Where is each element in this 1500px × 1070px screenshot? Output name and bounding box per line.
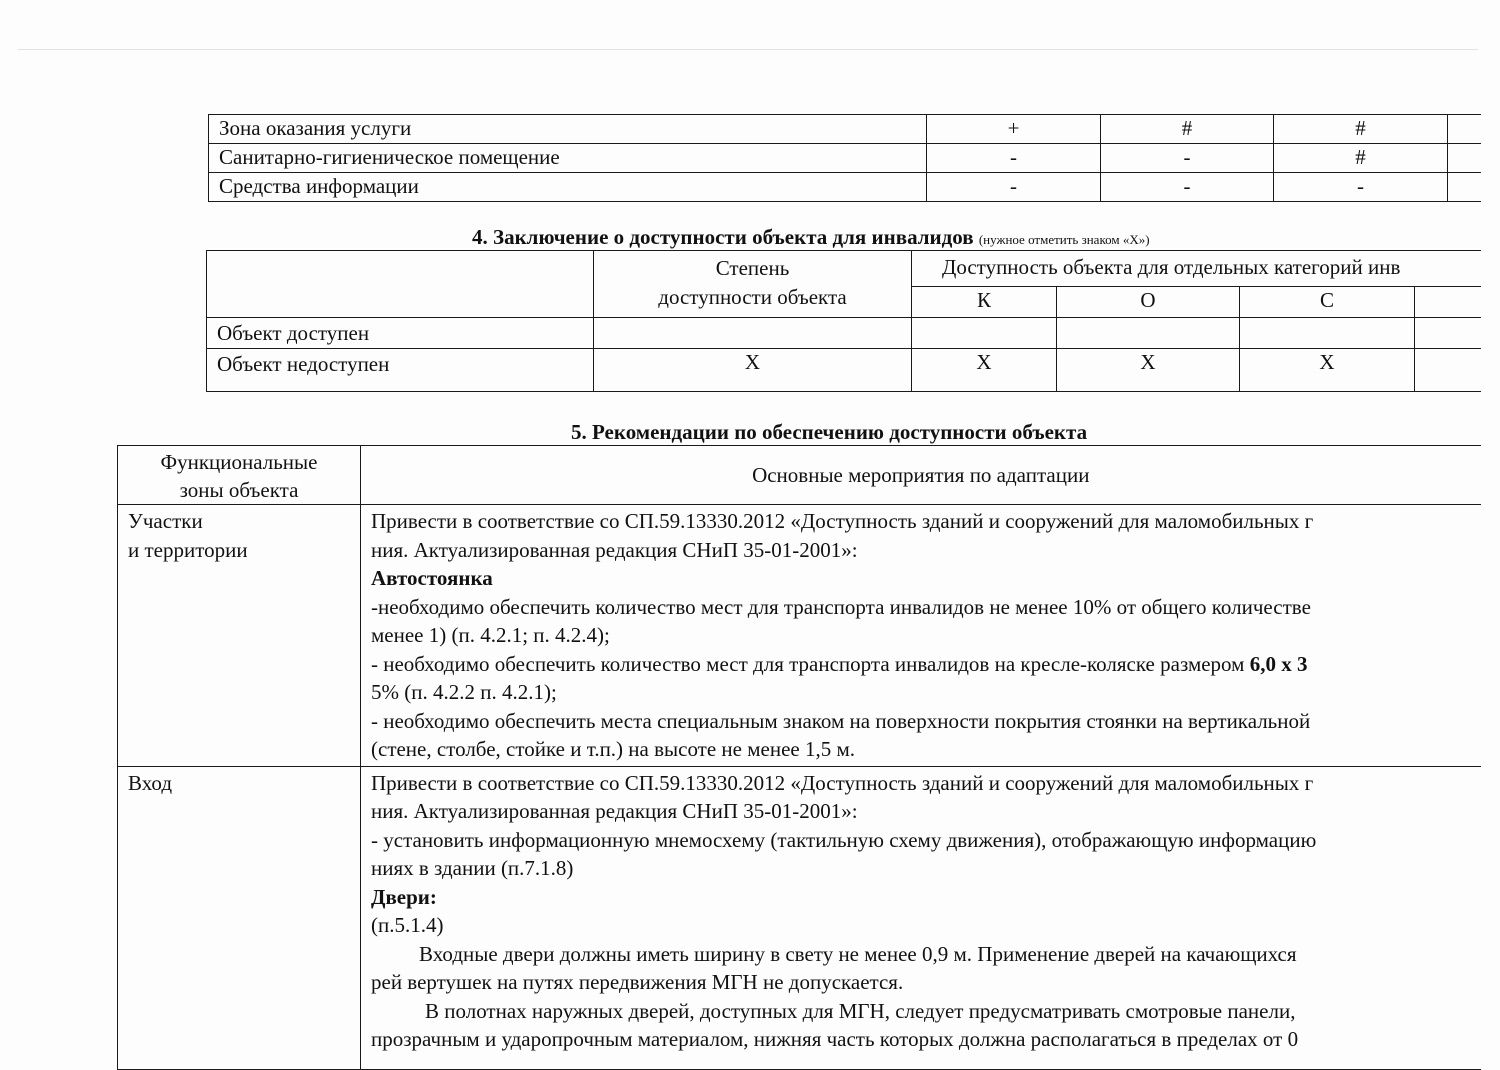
mark-s: Х: [1240, 349, 1415, 392]
zone-header-line1: Функциональные: [160, 450, 318, 474]
category-s: С: [1240, 287, 1415, 318]
zone-value-cut: [1448, 115, 1481, 144]
section5-title: 5. Рекомендации по обеспечению доступности объекта: [571, 420, 1088, 444]
cell: [594, 318, 912, 349]
zone-value: #: [1274, 115, 1448, 144]
text-line: ния. Актуализированная редакция СНиП 35-01-2001»:: [371, 537, 858, 562]
zone-label: Зона оказания услуги: [209, 115, 927, 144]
zone-value: -: [1101, 173, 1274, 202]
table-row: [118, 505, 1481, 767]
subheading: Двери:: [371, 884, 437, 909]
degree-header: [594, 251, 912, 318]
zone-label: Средства информации: [209, 173, 927, 202]
degree-header-line2: доступности объекта: [658, 285, 847, 309]
text-line: рей вертушек на путях передвижения МГН не допускается.: [371, 970, 904, 994]
table-row: [207, 318, 1481, 349]
text-line: менее 1) (п. 4.2.1; п. 4.2.4);: [371, 623, 610, 647]
zone-column-header: [118, 446, 361, 505]
degree-header-line1: Степень: [715, 256, 790, 280]
zones-table: [208, 114, 1481, 202]
table-row: [118, 446, 1481, 505]
zone-value: #: [1274, 144, 1448, 173]
text-fragment: - необходимо обеспечить количество мест для транспорта инвалидов на кресле-коляске размером: [371, 651, 1250, 676]
zone2-label: Вход: [128, 770, 173, 795]
category-k: К: [912, 287, 1057, 318]
category-cut: [1415, 287, 1481, 318]
table-row: [118, 766, 1481, 1069]
zone-measures: [361, 766, 1481, 1069]
zone-value: +: [927, 115, 1101, 144]
text-line: - установить информационную мнемосхему (тактильную схему движения), отображающую информацию: [371, 827, 1317, 852]
zone-label: Санитарно-гигиеническое помещение: [209, 144, 927, 173]
text-line: (п.5.1.4): [371, 913, 444, 937]
text-line: прозрачным и ударопрочным материалом, нижняя часть которых должна располагаться в пределах от 0: [371, 1027, 1299, 1051]
table-row: [209, 144, 1481, 173]
zone-value: -: [1274, 173, 1448, 202]
zone1-line1: Участки: [128, 509, 203, 533]
table-row: [209, 115, 1481, 144]
row-accessible-label: Объект доступен: [207, 318, 594, 349]
table-row: [207, 251, 1481, 287]
zone1-line2: и территории: [128, 537, 248, 562]
cell: [1415, 349, 1481, 392]
text-line: - необходимо обеспечить места специальным знаком на поверхности покрытия стоянки на вертикальной: [371, 708, 1311, 733]
text-line: В полотнах наружных дверей, доступных для МГН, следует предусматривать смотровые панели,: [425, 998, 1296, 1023]
top-rule: [18, 49, 1478, 50]
row-inaccessible-label: Объект недоступен: [207, 349, 594, 392]
zone-value: -: [927, 173, 1101, 202]
zone-name: [118, 505, 361, 767]
zone-value-cut: [1448, 173, 1481, 202]
text-line: 5% (п. 4.2.2 п. 4.2.1);: [371, 680, 557, 704]
zone-value: -: [1101, 144, 1274, 173]
cell: [912, 318, 1057, 349]
text-line: Входные двери должны иметь ширину в свету не менее 0,9 м. Применение дверей на качающихся: [419, 941, 1297, 966]
subheading: Автостоянка: [371, 566, 493, 590]
category-o: О: [1057, 287, 1240, 318]
cell: [1240, 318, 1415, 349]
table-row: [207, 349, 1481, 392]
text-line: ния. Актуализированная редакция СНиП 35-01-2001»:: [371, 799, 858, 823]
recommendations-table: [117, 445, 1481, 1070]
table-row: [209, 173, 1481, 202]
text-line: Привести в соответствие со СП.59.13330.2012 «Доступность зданий и сооружений для маломобильных г: [371, 509, 1314, 533]
conclusion-table: [206, 250, 1481, 392]
zone-value: -: [927, 144, 1101, 173]
text-line: [371, 650, 1481, 679]
zone-name: [118, 766, 361, 1069]
mark-degree: Х: [594, 349, 912, 392]
zone-value-cut: [1448, 144, 1481, 173]
cell: [1415, 318, 1481, 349]
text-line: -необходимо обеспечить количество мест для транспорта инвалидов не менее 10% от общего количестве: [371, 594, 1311, 619]
section4-title: [472, 224, 1150, 253]
empty-header-cell: [207, 251, 594, 318]
measures-column-header: Основные мероприятия по адаптации: [361, 446, 1481, 505]
zone-measures: [361, 505, 1481, 767]
text-line: Привести в соответствие со СП.59.13330.2012 «Доступность зданий и сооружений для маломобильных г: [371, 770, 1314, 795]
zone-header-line2: зоны объекта: [179, 478, 299, 502]
mark-k: Х: [912, 349, 1057, 392]
section4-title-text: 4. Заключение о доступности объекта для инвалидов: [472, 225, 974, 249]
text-line: ниях в здании (п.7.1.8): [371, 856, 574, 880]
bold-fragment: 6,0 х 3: [1249, 651, 1308, 676]
text-line: (стене, столбе, стойке и т.п.) на высоте не менее 1,5 м.: [371, 737, 856, 761]
section4-note: (нужное отметить знаком «Х»): [978, 232, 1150, 247]
cell: [1057, 318, 1240, 349]
mark-o: Х: [1057, 349, 1240, 392]
categories-header: Доступность объекта для отдельных категорий инв: [912, 251, 1481, 287]
zone-value: #: [1101, 115, 1274, 144]
